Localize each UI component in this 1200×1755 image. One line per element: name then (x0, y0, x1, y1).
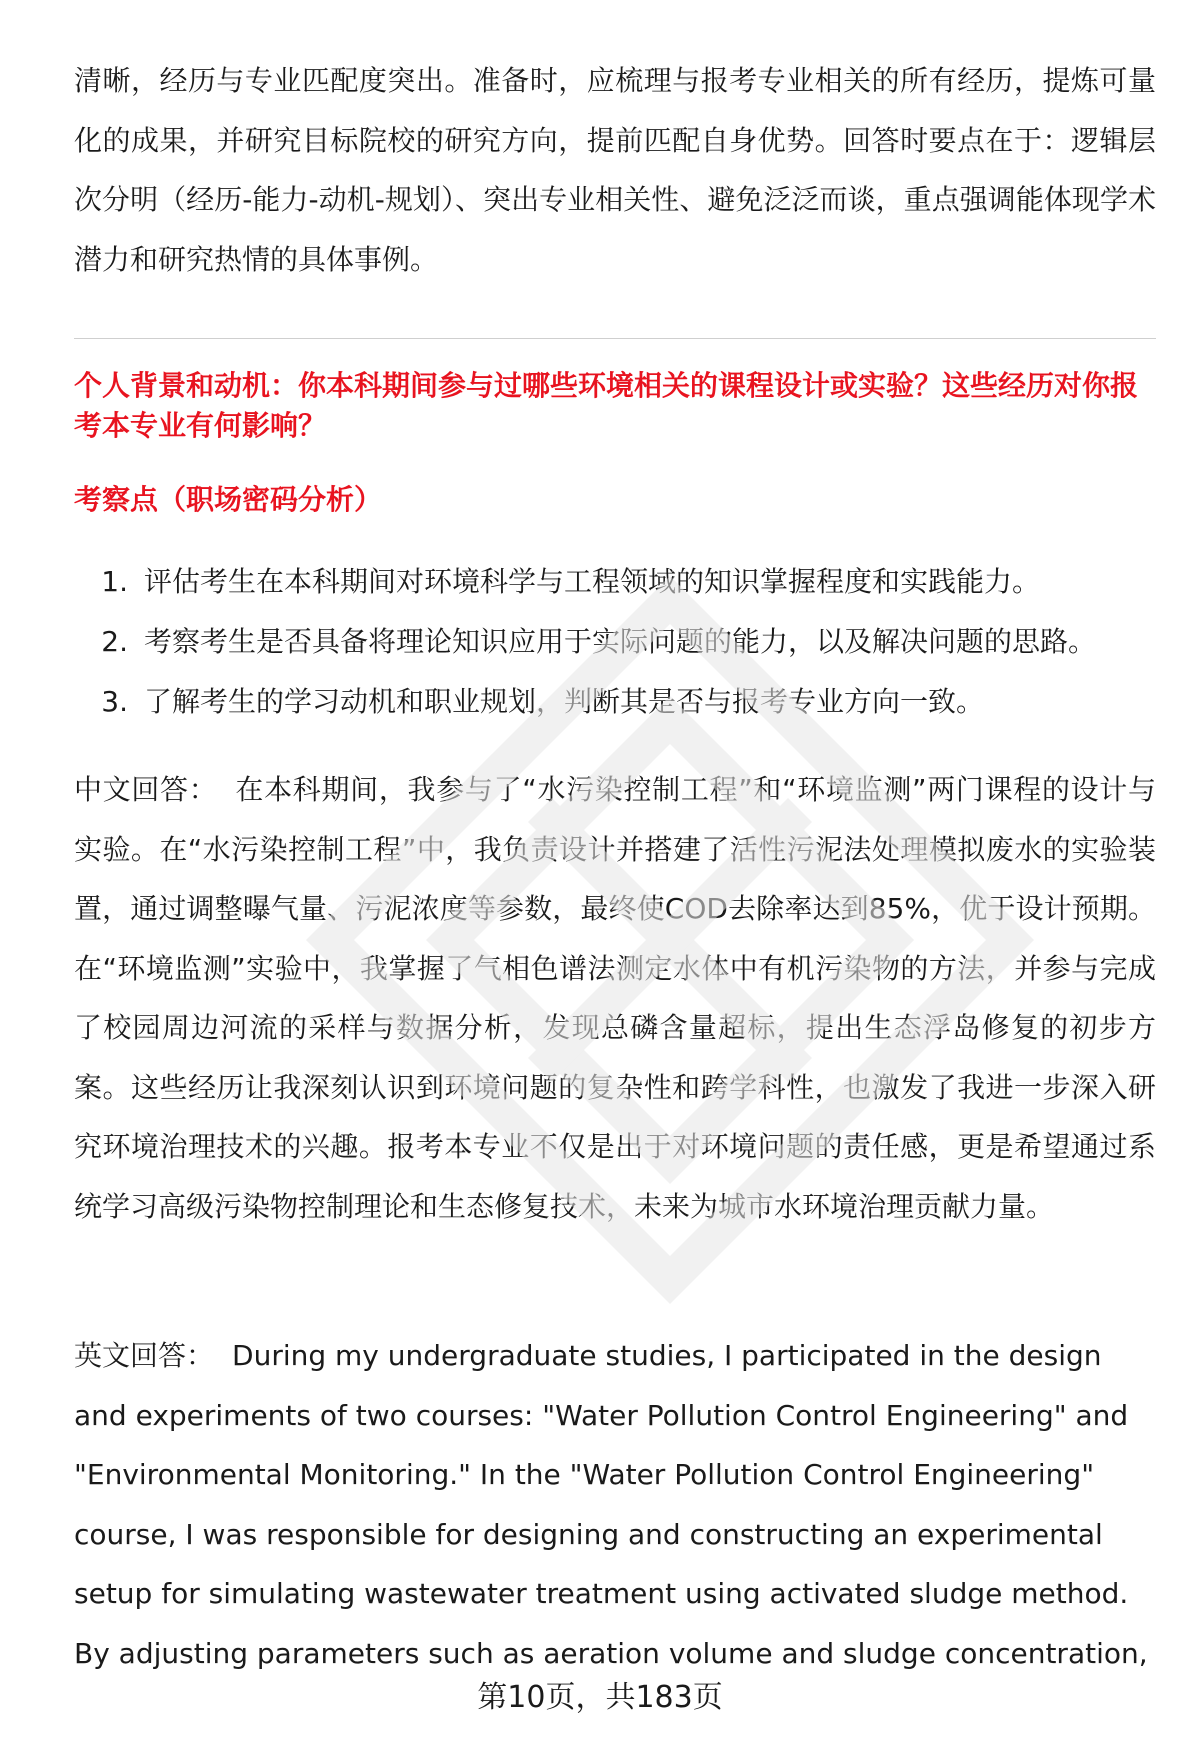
section-divider (74, 338, 1156, 339)
chinese-answer-paragraph (74, 760, 1156, 1236)
chinese-answer-text: 在本科期间，我参与了“水污染控制工程”和“环境监测”两门课程的设计与实验。在“水污染控制工程”中，我负责设计并搭建了活性污泥法处理模拟废水的实验装置，通过调整曝气量、污泥浓度等参数，最终使COD去除率达到85%，优于设计预期。在“环境监测”实验中，我掌握了气相色谱法测定水体中有机污染物的方法，并参与完成了校园周边河流的采样与数据分析，发现总磷含量超标，提出生态浮岛修复的初步方案。这些经历让我深刻认识到环境问题的复杂性和跨学科性，也激发了我进一步深入研究环境治理技术的兴趣。报考本专业不仅是出于对环境问题的责任感，更是希望通过系统学习高级污染物控制理论和生态修复技术，未来为城市水环境治理贡献力量。 (74, 773, 1156, 1223)
question-title: 个人背景和动机：你本科期间参与过哪些环境相关的课程设计或实验？这些经历对你报考本专业有何影响？ (74, 369, 1139, 442)
intro-paragraph (74, 51, 1156, 289)
chinese-answer-label: 中文回答： (74, 773, 218, 806)
list-item-text: 评估考生在本科期间对环境科学与工程领域的知识掌握程度和实践能力。 (144, 565, 1041, 598)
list-item-number: 1. (101, 565, 128, 598)
list-item (74, 672, 1156, 732)
english-answer (74, 1326, 1156, 1683)
page-number: 第10页，共183页 (477, 1680, 723, 1715)
english-answer-text: During my undergraduate studies, I participated in the design and experiments of two courses: "Water Pollution Control Engineering" and "Environmental Monitoring." In the "Water Pollution Control Engineering" course, I was responsible for designing and constructing an experimental setup for simulating wastewater treatment using activated sludge method. By adjusting parameters such as aeration volume and sludge concentration, (74, 1339, 1148, 1670)
list-item (74, 552, 1156, 612)
assessment-points-list (74, 552, 1156, 732)
intro-text: 清晰，经历与专业匹配度突出。准备时，应梳理与报考专业相关的所有经历，提炼可量化的成果，并研究目标院校的研究方向，提前匹配自身优势。回答时要点在于：逻辑层次分明（经历-能力-动机-规划）、突出专业相关性、避免泛泛而谈，重点强调能体现学术潜力和研究热情的具体事例。 (74, 64, 1156, 276)
english-answer-label: 英文回答： (74, 1339, 215, 1372)
list-item (74, 612, 1156, 672)
english-answer-paragraph (74, 1326, 1156, 1683)
list-item-text: 了解考生的学习动机和职业规划，判断其是否与报考专业方向一致。 (144, 685, 985, 718)
list-item-text: 考察考生是否具备将理论知识应用于实际问题的能力，以及解决问题的思路。 (144, 625, 1097, 658)
list-item-number: 3. (101, 685, 128, 718)
assessment-points-heading: 考察点（职场密码分析） (74, 483, 383, 516)
list-item-number: 2. (101, 625, 128, 658)
chinese-answer (74, 760, 1156, 1236)
